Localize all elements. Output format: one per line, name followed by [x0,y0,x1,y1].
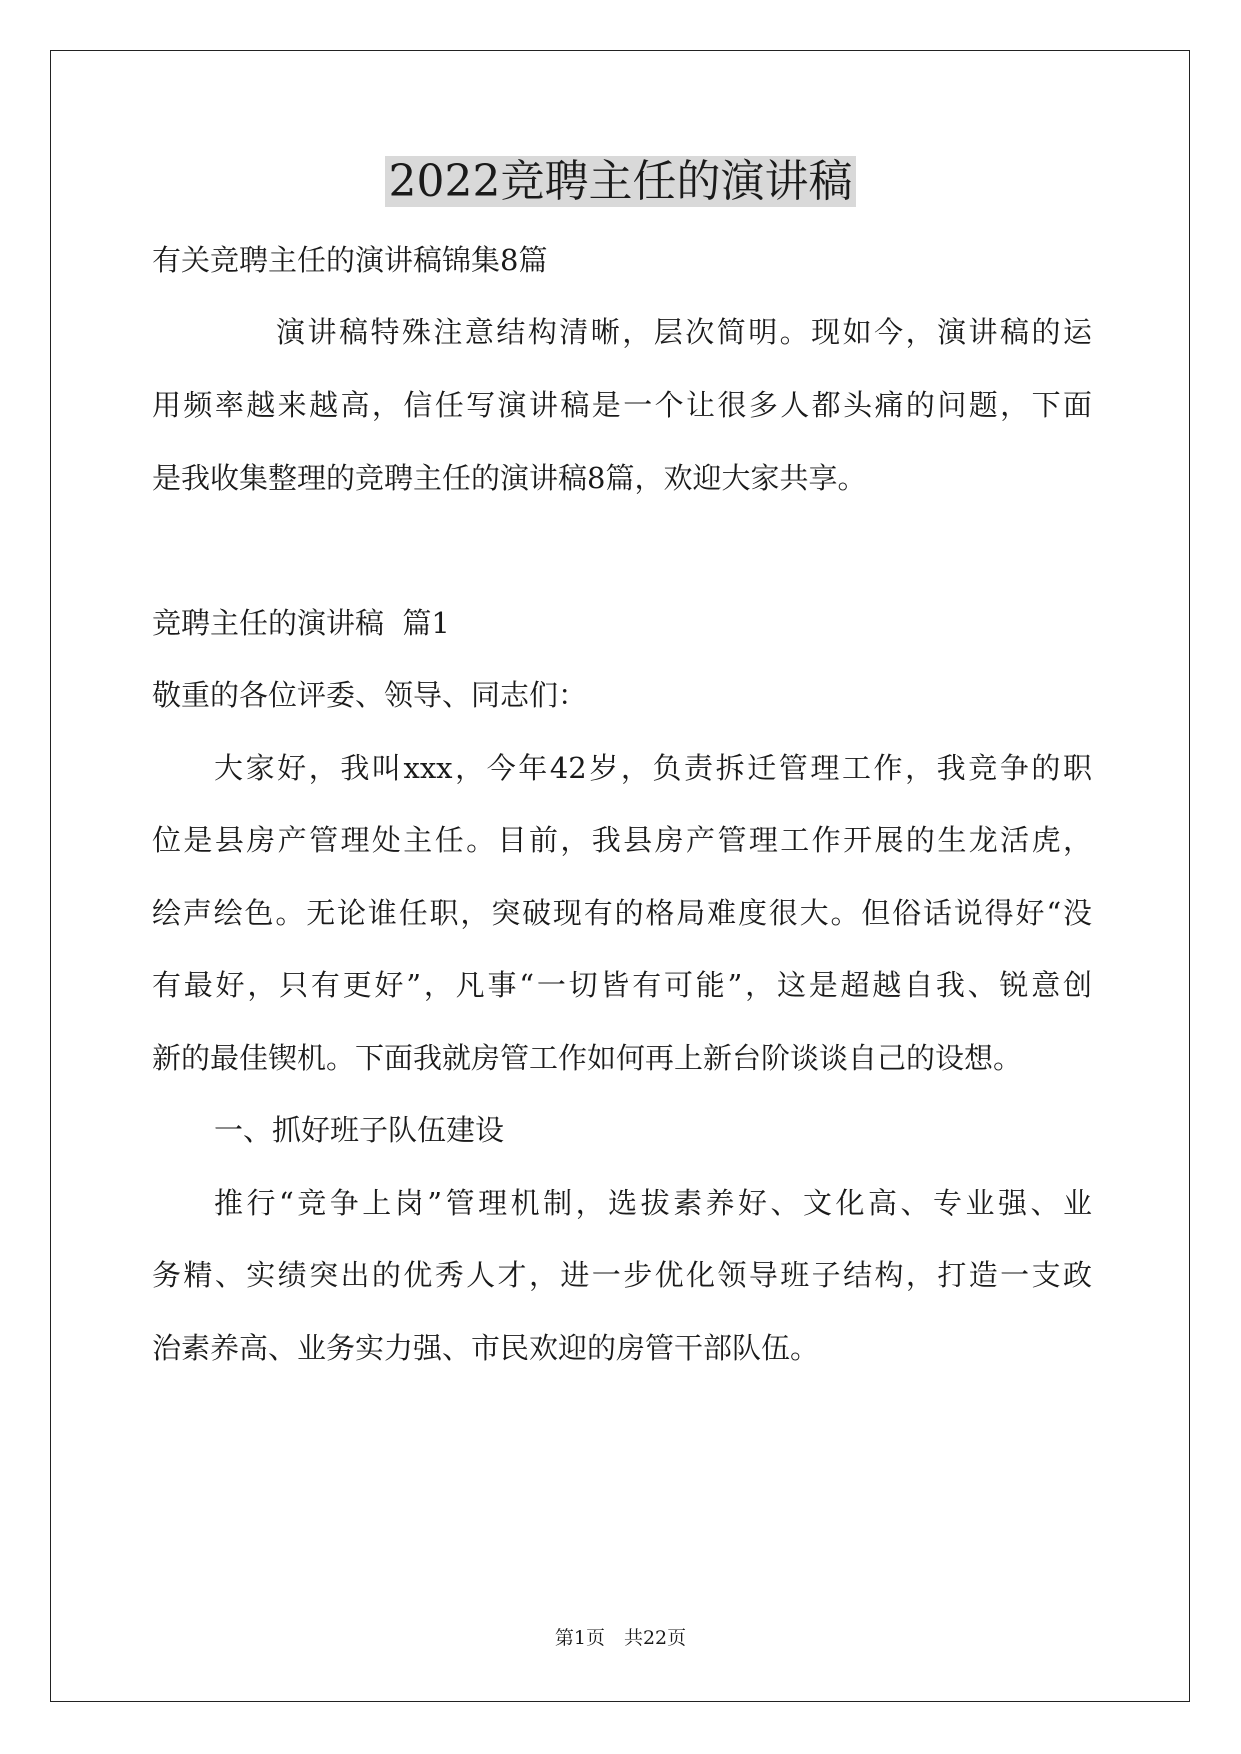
body-line-9: 治素养高、业务实力强、市民欢迎的房管干部队伍。 [152,1331,820,1365]
body-line-4: 有最好，只有更好”，凡事“一切皆有可能”，这是超越自我、锐意创 [152,968,1092,1002]
body-line-1: 大家好，我叫xxx，今年42岁，负责拆迁管理工作，我竞争的职 [214,751,1092,785]
salutation: 敬重的各位评委、领导、同志们： [152,678,588,712]
body-line-2: 位是县房产管理处主任。目前，我县房产管理工作开展的生龙活虎， [152,823,1092,857]
intro-line-2: 用频率越来越高，信任写演讲稿是一个让很多人都头痛的问题，下面 [152,388,1092,422]
document-subtitle: 有关竞聘主任的演讲稿锦集8篇 [152,243,548,277]
body-line-7: 推行“竞争上岗”管理机制，选拔素养好、文化高、专业强、业 [214,1186,1092,1220]
page-footer: 第1页 共22页 [554,1627,687,1649]
document-title-text: 2022竞聘主任的演讲稿 [385,156,857,207]
section-heading: 竞聘主任的演讲稿 篇1 [152,606,450,640]
intro-line-3: 是我收集整理的竞聘主任的演讲稿8篇，欢迎大家共享。 [152,461,867,495]
body-line-5: 新的最佳锲机。下面我就房管工作如何再上新台阶谈谈自己的设想。 [152,1041,1023,1075]
page-border [50,50,1190,1702]
section-subheading: 一、抓好班子队伍建设 [214,1113,505,1147]
intro-line-1: 演讲稿特殊注意结构清晰，层次简明。现如今，演讲稿的运 [276,315,1092,349]
document-title [0,152,1241,212]
body-line-3: 绘声绘色。无论谁任职，突破现有的格局难度很大。但俗话说得好“没 [152,896,1092,930]
body-line-8: 务精、实绩突出的优秀人才，进一步优化领导班子结构，打造一支政 [152,1258,1092,1292]
